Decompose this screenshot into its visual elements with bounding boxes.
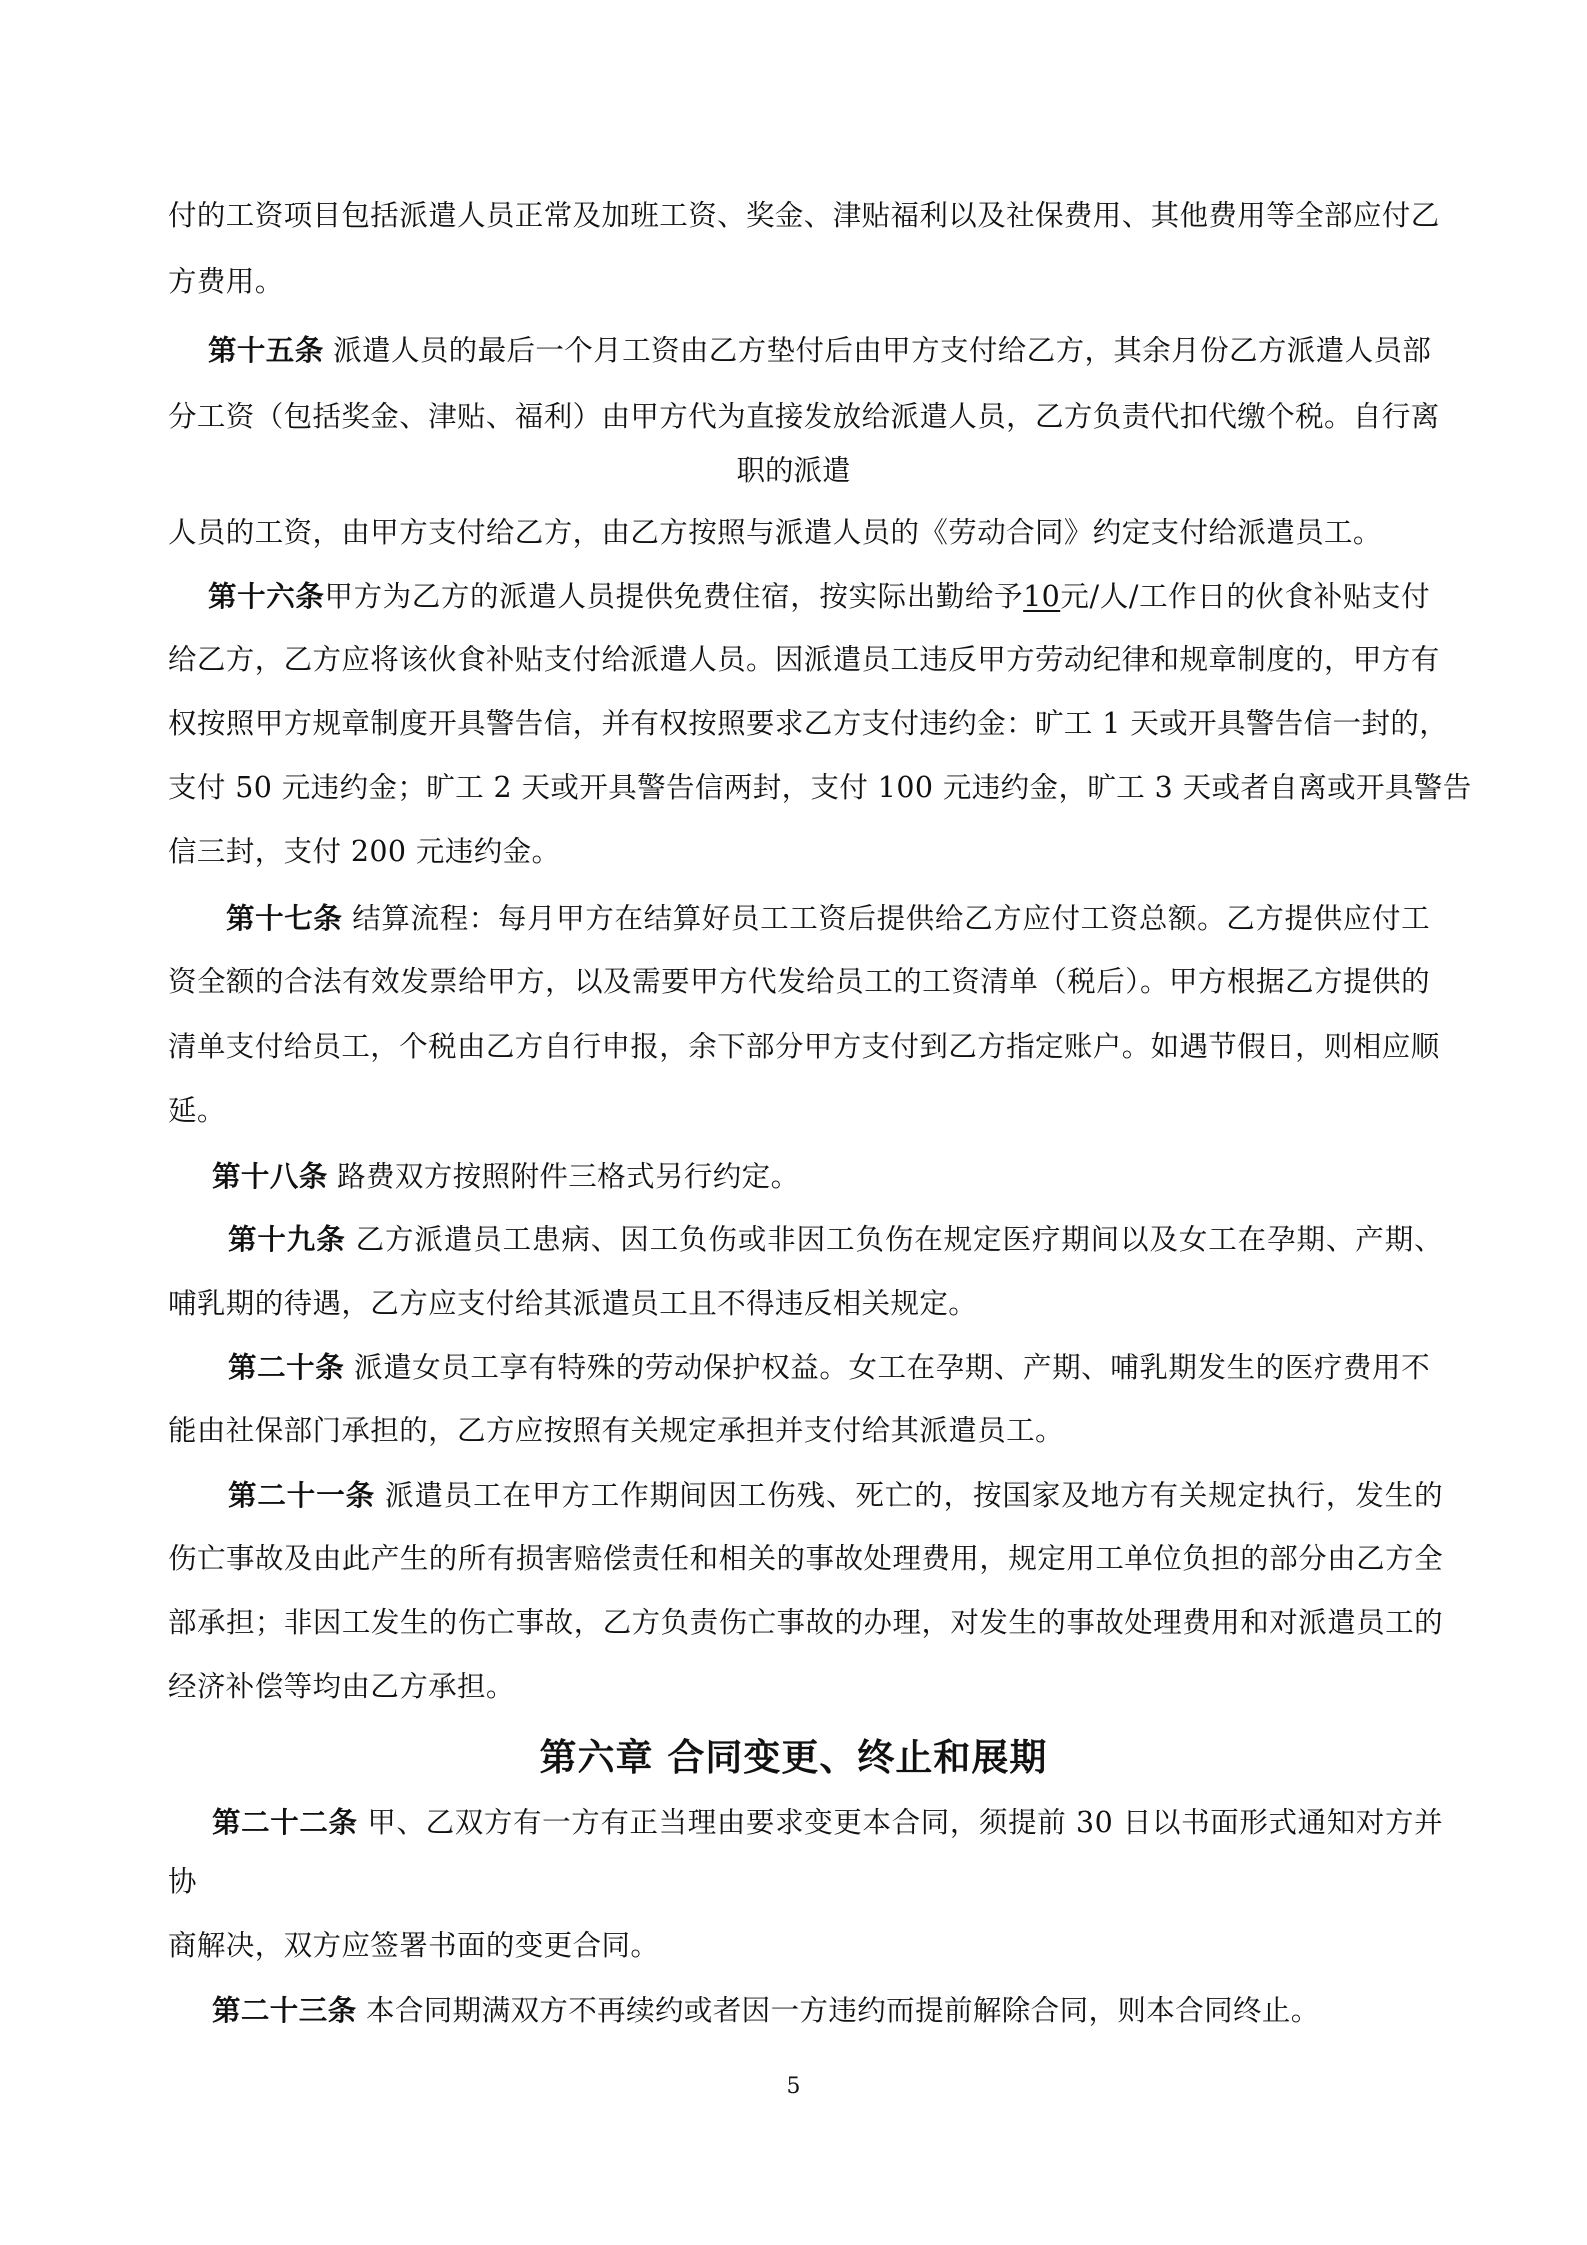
article-21-line [228,1475,1443,1516]
article-23-label: 第二十三条 [212,1993,357,2027]
paragraph-line: 经济补偿等均由乙方承担。 [168,1670,515,1703]
article-20-line [228,1347,1430,1388]
paragraph-line: 信三封，支付 200 元违约金。 [168,835,561,868]
article-16-text: 元/人/工作日的伙食补贴支付 [1060,580,1430,613]
article-16-line [208,576,1430,617]
article-23-line [212,1990,1320,2031]
paragraph-line: 权按照甲方规章制度开具警告信，并有权按照要求乙方支付违约金：旷工 1 天或开具警告信一封的， [168,707,1449,740]
paragraph-line: 商解决，双方应签署书面的变更合同。 [168,1929,660,1962]
article-17-text: 结算流程：每月甲方在结算好员工工资后提供给乙方应付工资总额。乙方提供应付工 [342,902,1430,935]
paragraph-line: 协 [168,1865,197,1898]
paragraph-line: 哺乳期的待遇，乙方应支付给其派遣员工且不得违反相关规定。 [168,1287,978,1320]
article-23-text: 本合同期满双方不再续约或者因一方违约而提前解除合同，则本合同终止。 [356,1994,1320,2027]
article-22-text: 甲、乙双方有一方有正当理由要求变更本合同，须提前 30 日以书面形式通知对方并 [357,1806,1443,1839]
article-16-label: 第十六条 [208,579,325,613]
paragraph-line: 付的工资项目包括派遣人员正常及加班工资、奖金、津贴福利以及社保费用、其他费用等全部应付乙 [168,199,1440,232]
article-16-text: 甲方为乙方的派遣人员提供免费住宿，按实际出勤给予 [324,580,1024,613]
article-19-text: 乙方派遣员工患病、因工负伤或非因工负伤在规定医疗期间以及女工在孕期、产期、 [345,1223,1443,1256]
paragraph-line: 支付 50 元违约金；旷工 2 天或开具警告信两封，支付 100 元违约金，旷工 3 天或者自离或开具警告 [168,771,1472,804]
chapter-heading: 第六章 合同变更、终止和展期 [539,1735,1048,1779]
paragraph-line: 分工资（包括奖金、津贴、福利）由甲方代为直接发放给派遣人员，乙方负责代扣代缴个税。自行离 [168,400,1440,433]
article-18-text: 路费双方按照附件三格式另行约定。 [327,1160,800,1193]
article-22-line [212,1802,1443,1843]
paragraph-line: 人员的工资，由甲方支付给乙方，由乙方按照与派遣人员的《劳动合同》约定支付给派遣员工。 [168,516,1382,549]
article-15-text: 派遣人员的最后一个月工资由乙方垫付后由甲方支付给乙方，其余月份乙方派遣人员部 [323,334,1432,367]
article-18-line [212,1156,799,1197]
article-18-label: 第十八条 [212,1159,328,1193]
article-19-label: 第十九条 [228,1222,346,1256]
article-21-text: 派遣员工在甲方工作期间因工伤残、死亡的，按国家及地方有关规定执行，发生的 [375,1479,1443,1512]
article-20-label: 第二十条 [228,1350,345,1384]
article-20-text: 派遣女员工享有特殊的劳动保护权益。女工在孕期、产期、哺乳期发生的医疗费用不 [344,1351,1431,1384]
paragraph-line: 方费用。 [168,265,284,298]
meal-allowance-amount: 10 [1023,580,1061,613]
paragraph-line: 资全额的合法有效发票给甲方，以及需要甲方代发给员工的工资清单（税后）。甲方根据乙方提供的 [168,965,1430,998]
paragraph-line: 部承担；非因工发生的伤亡事故，乙方负责伤亡事故的办理，对发生的事故处理费用和对派遣员工的 [168,1606,1443,1639]
article-19-line [228,1219,1443,1260]
paragraph-line: 能由社保部门承担的，乙方应按照有关规定承担并支付给其派遣员工。 [168,1414,1064,1447]
article-15-line [208,330,1430,371]
article-21-label: 第二十一条 [228,1478,376,1512]
paragraph-line: 清单支付给员工，个税由乙方自行申报，余下部分甲方支付到乙方指定账户。如遇节假日，则相应顺 [168,1030,1440,1063]
article-17-label: 第十七条 [226,901,343,935]
paragraph-line-centered: 职的派遣 [736,454,851,487]
page-number: 5 [786,2074,801,2099]
article-15-label: 第十五条 [208,333,324,367]
paragraph-line: 伤亡事故及由此产生的所有损害赔偿责任和相关的事故处理费用，规定用工单位负担的部分由乙方全 [168,1542,1443,1575]
article-17-line [226,898,1430,939]
paragraph-line: 给乙方，乙方应将该伙食补贴支付给派遣人员。因派遣员工违反甲方劳动纪律和规章制度的，甲方有 [168,643,1440,676]
paragraph-line: 延。 [168,1094,226,1127]
article-22-label: 第二十二条 [212,1805,358,1839]
